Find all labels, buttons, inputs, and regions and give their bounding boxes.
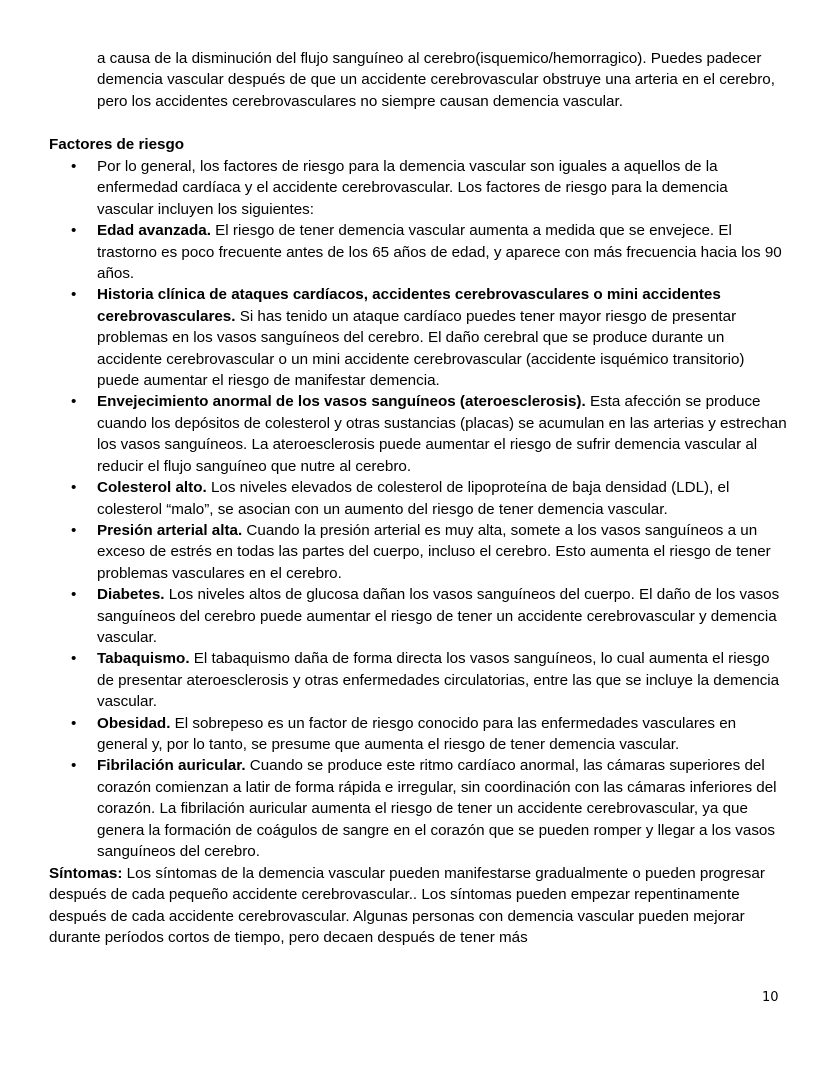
item-text: Esta afección se produce cuando los depósitos de colesterol y otras sustancias (placas) se acumulan en las arterias y estrechan los vasos sanguíneos. La ateroesclerosis puede aumentar el riesgo de sufrir demencia vascular al reducir el flujo sanguíneo que nutre al cerebro. [97,393,787,475]
symptoms-label: Síntomas: [49,865,123,882]
item-term: Historia clínica de ataques cardíacos, accidentes cerebrovasculares o mini accidentes cerebrovasculares. [97,286,721,325]
bullet-glyph: • [71,650,77,668]
item-text: Cuando la presión arterial es muy alta, somete a los vasos sanguíneos a un exceso de estrés en todas las partes del cuerpo, incluso el cerebro. Esto aumenta el riesgo de tener problemas vasculares en el cerebro. [97,521,771,582]
item-term: Fibrilación auricular. [97,757,246,775]
item-text: Cuando se produce este ritmo cardíaco anormal, las cámaras superiores del corazón comienzan a latir de forma rápida e irregular, sin coordinación con las cámaras inferiores del corazón. La fibrilación auricular aumenta el riesgo de tener un accidente cerebrovascular, ya que genera la formación de coágulos de sangre en el corazón que se pueden romper y llegar a los vasos sanguíneos del cerebro. [97,757,777,860]
item-term: Edad avanzada. [97,222,211,240]
bullet-glyph: • [71,286,77,304]
item-text: El tabaquismo daña de forma directa los vasos sanguíneos, lo cual aumenta el riesgo de presentar ateroesclerosis y otras enfermedades circulatorias, entre las que se incluye la demencia vascular. [97,650,780,711]
bullet-glyph: • [71,757,77,775]
list-item [71,584,787,648]
item-text: Por lo general, los factores de riesgo para la demencia vascular son iguales a aquellos de la enfermedad cardíaca y el accidente cerebrovascular. Los factores de riesgo para la demencia vascular incluyen los siguientes: [97,158,728,218]
symptoms-text: Los síntomas de la demencia vascular pueden manifestarse gradualmente o pueden progresar después de cada pequeño accidente cerebrovascular.. Los síntomas pueden empezar repentinamente después de cada accidente cerebrovascular. Algunas personas con demencia vascular pueden mejorar durante períodos cortos de tiempo, pero decaen después de tener más [49,865,765,947]
list-item [71,755,787,862]
list-item [71,713,787,756]
bullet-glyph: • [71,586,77,604]
list-item [71,284,787,391]
item-text: Los niveles elevados de colesterol de lipoproteína de baja densidad (LDL), el colesterol “malo”, se asocian con un aumento del riesgo de tener demencia vascular. [97,479,730,518]
risk-factors-heading: Factores de riesgo [49,136,185,153]
item-text: El riesgo de tener demencia vascular aumenta a medida que se envejece. El trastorno es poco frecuente antes de los 65 años de edad, y aparece con más frecuencia hacia los 90 años. [97,222,782,283]
list-item [71,520,787,584]
item-text: Si has tenido un ataque cardíaco puedes tener mayor riesgo de presentar problemas en los vasos sanguíneos del cerebro. El daño cerebral que se produce durante un accidente cerebrovascular o un mini accidente cerebrovascular (accidente isquémico transitorio) puede aumentar el riesgo de manifestar demencia. [97,307,745,390]
list-item [71,220,787,284]
list-item [71,477,787,520]
item-term: Diabetes. [97,586,165,604]
item-text: Los niveles altos de glucosa dañan los vasos sanguíneos del cuerpo. El daño de los vasos sanguíneos del cerebro puede aumentar el riesgo de tener un accidente cerebrovascular y demencia vascular. [97,586,780,646]
bullet-glyph: • [71,521,77,539]
bullet-glyph: • [71,393,77,411]
bullet-glyph: • [71,222,77,240]
bullet-glyph: • [71,158,77,175]
item-term: Obesidad. [97,714,171,732]
bullet-glyph: • [71,479,77,497]
item-term: Colesterol alto. [97,479,207,497]
item-term: Envejecimiento anormal de los vasos sanguíneos (ateroesclerosis). [97,393,586,411]
list-item [71,156,787,220]
bullet-glyph: • [71,714,77,732]
list-item [71,391,787,477]
page-number: 10 [762,990,779,1005]
symptoms-paragraph [49,863,789,949]
risk-factors-list [71,156,787,862]
item-text: El sobrepeso es un factor de riesgo conocido para las enfermedades vasculares en general y, por lo tanto, se presume que aumenta el riesgo de tener demencia vascular. [97,714,737,753]
intro-paragraph: a causa de la disminución del flujo sanguíneo al cerebro(isquemico/hemorragico). Puedes padecer demencia vascular después de que un accidente cerebrovascular obstruye una arteria en el cerebro, pero los accidentes cerebrovasculares no siempre causan demencia vascular. [97,50,775,110]
item-term: Presión arterial alta. [97,521,243,539]
list-item [71,648,787,712]
item-term: Tabaquismo. [97,650,190,668]
